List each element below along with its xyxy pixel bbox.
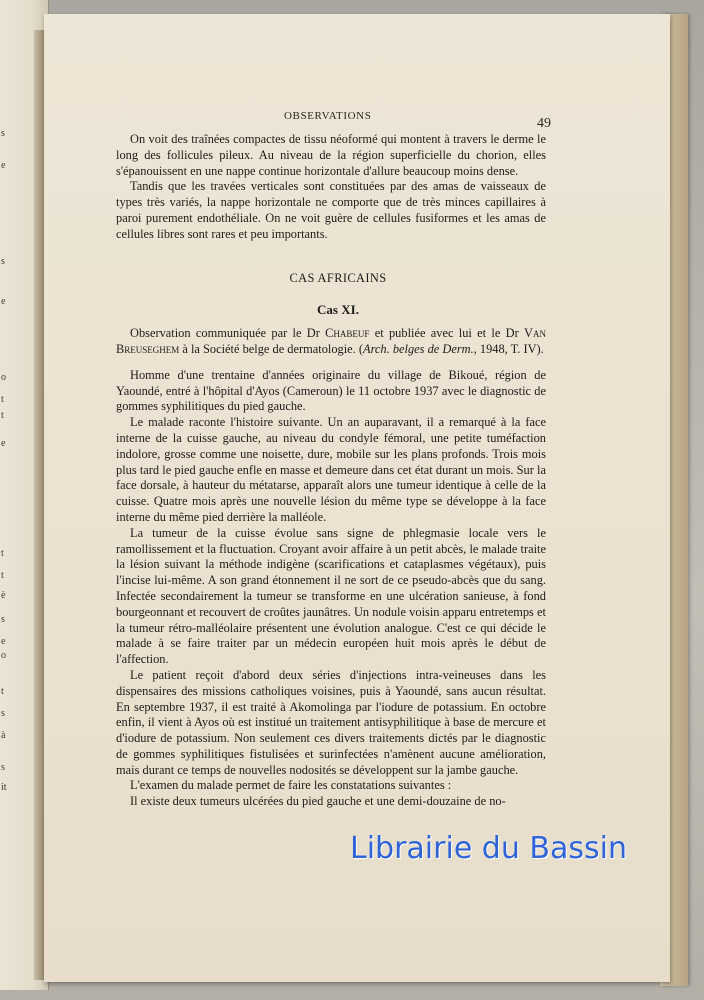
seller-watermark: Librairie du Bassin — [350, 831, 627, 866]
margin-fragment: e — [1, 636, 6, 647]
margin-fragment: t — [1, 686, 4, 697]
section-title: CAS AFRICAINS — [289, 270, 387, 285]
case-title: Cas XI. — [317, 302, 359, 318]
text-run: , 1948, T. IV). — [473, 341, 544, 356]
margin-fragment: t — [1, 410, 4, 421]
margin-fragment: t — [1, 394, 4, 405]
text-run: et publiée avec lui et le Dr — [369, 326, 525, 341]
paragraph — [116, 326, 546, 358]
paragraph: Tandis que les travées verticales sont constituées par des amas de vaisseaux de types très variés, la nappe horizontale ne comporte que de très minces capillaires à paroi purement endothéliale. On ne voit guère de cellules fusiformes et les amas de cellules libres sont rares et peu importants. — [116, 179, 546, 241]
margin-fragment: it — [1, 782, 7, 793]
margin-fragment: s — [1, 708, 5, 719]
margin-fragment: s — [1, 614, 5, 625]
paragraph: L'examen du malade permet de faire les constatations suivantes : — [130, 778, 452, 793]
margin-fragment: s — [1, 128, 5, 139]
margin-fragment: e — [1, 160, 6, 171]
page-number: 49 — [537, 116, 551, 131]
paragraph: La tumeur de la cuisse évolue sans signe de phlegmasie locale vers le ramollissement et la fluctuation. Croyant avoir affaire à un petit abcès, le malade traite la lésion suivant la méthode indigène (scarifications et cataplasmes végétaux), puis l'incise lui-même. A son grand étonnement il ne sort de ce pseudo-abcès que du sang. Infectée secondairement la tumeur se transforme en une ulcération sanieuse, à fond bourgeonnant et recouvert de croûtes jaunâtres. Un nodule voisin apparu entretemps et la tumeur rétro-malléolaire présentent une évolution analogue. C'est ce qui décide le malade à se faire traiter par un médecin européen huit mois après le début de l'affection. — [116, 525, 546, 667]
author-name: Chabeuf — [325, 326, 370, 341]
margin-fragment: e — [1, 438, 6, 449]
margin-fragment: o — [1, 372, 6, 383]
margin-fragment: t — [1, 570, 4, 581]
paragraph: Le malade raconte l'histoire suivante. Un an auparavant, il a remarqué à la face interne de la cuisse gauche, au niveau du condyle fémoral, une petite tuméfaction indolore, grosse comme une noisette, dure, mobile sur les plans profonds. Trois mois plus tard le pied gauche enfle en masse et demeure dans cet état durant un mois. Sur la face dorsale, à hauteur du métatarse, apparaît alors une tumeur identique à celle de la cuisse. Quatre mois après une nouvelle lésion du même type se développe à la face interne du même pied derrière la malléole. — [116, 415, 546, 524]
margin-fragment: t — [1, 548, 4, 559]
paragraph: Le patient reçoit d'abord deux séries d'injections intra-veineuses dans les dispensaires des missions catholiques voisines, puis à Yaoundé, sans aucun résultat. En septembre 1937, il est traité à Akomolinga par l'iodure de potassium. En octobre enfin, il vient à Ayos où est institué un traitement antisyphilitique à base de mercure et d'iodure de potassium. Non seulement ces divers traitements dictés par le diagnostic de gommes syphilitiques fistulisées et surinfectées n'amènent aucune amélioration, mais durant ce temps de nouvelles nodosités se développent sur la jambe gauche. — [116, 667, 546, 777]
text-run: à la Société belge de dermatologie. ( — [179, 341, 363, 356]
margin-fragment: s — [1, 256, 5, 267]
margin-fragment: e — [1, 296, 6, 307]
journal-reference: Arch. belges de Derm. — [363, 341, 474, 356]
paragraph: Homme d'une trentaine d'années originaire du village de Bikoué, région de Yaoundé, entré à l'hôpital d'Ayos (Cameroun) le 11 octobre 1937 avec le diagnostic de gommes syphilitiques du pied gauche. — [116, 367, 546, 414]
paragraph: Il existe deux tumeurs ulcérées du pied gauche et une demi-douzaine de no- — [130, 794, 506, 809]
running-head: OBSERVATIONS — [284, 110, 372, 122]
margin-fragment: à — [1, 730, 6, 741]
paragraph: On voit des traînées compactes de tissu néoformé qui montent à travers le derme le long des follicules pileux. Au niveau de la région superficielle du chorion, elles s'épanouissent en une nappe continue horizontale d'allure beaucoup moins dense. — [116, 132, 546, 178]
margin-fragment: o — [1, 650, 6, 661]
page-header — [44, 110, 670, 130]
margin-fragment: è — [1, 590, 6, 601]
margin-fragment: s — [1, 762, 5, 773]
body-text — [116, 132, 546, 810]
text-run: Observation communiquée par le Dr — [130, 326, 326, 341]
author-name: Van Breuseghem — [116, 326, 546, 356]
